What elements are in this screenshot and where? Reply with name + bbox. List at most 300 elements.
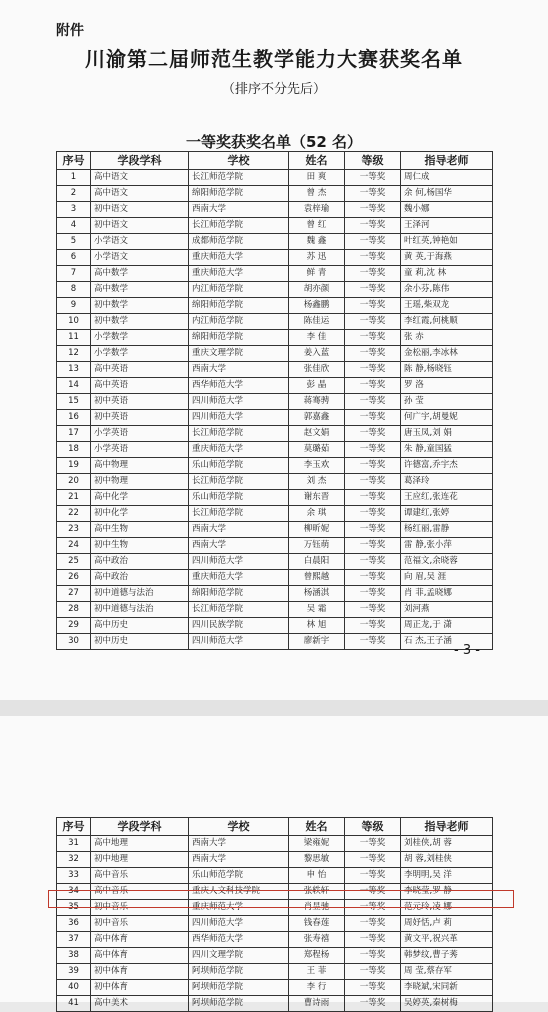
cell-school: 重庆人文科技学院: [189, 884, 289, 900]
table-header-row: [57, 152, 493, 170]
cell-advisor: 黄文平,祝兴革: [401, 932, 493, 948]
cell-index: 35: [57, 900, 91, 916]
cell-subject: 初中地理: [91, 852, 189, 868]
cell-subject: 初中音乐: [91, 900, 189, 916]
cell-level: 一等奖: [345, 884, 401, 900]
cell-name: 万钰萌: [289, 538, 345, 554]
cell-level: 一等奖: [345, 586, 401, 602]
cell-index: 28: [57, 602, 91, 618]
cell-subject: 小学数学: [91, 346, 189, 362]
cell-subject: 高中物理: [91, 458, 189, 474]
cell-school: 长江师范学院: [189, 506, 289, 522]
table-title: 一等奖获奖名单（52 名）: [185, 133, 363, 151]
cell-subject: 小学语文: [91, 234, 189, 250]
cell-advisor: 李晓斌,宋同新: [401, 980, 493, 996]
cell-subject: 初中数学: [91, 314, 189, 330]
cell-name: 彭 晶: [289, 378, 345, 394]
cell-advisor: 何广宇,胡曼妮: [401, 410, 493, 426]
cell-level: 一等奖: [345, 378, 401, 394]
document-subtitle: （排序不分先后）: [221, 82, 326, 97]
cell-level: 一等奖: [345, 980, 401, 996]
header-name: 姓名: [289, 152, 345, 170]
cell-level: 一等奖: [345, 554, 401, 570]
table-row: [57, 458, 493, 474]
cell-index: 13: [57, 362, 91, 378]
cell-index: 9: [57, 298, 91, 314]
cell-subject: 小学数学: [91, 330, 189, 346]
cell-name: 曹诗雨: [289, 996, 345, 1012]
cell-school: 长江师范学院: [189, 602, 289, 618]
cell-level: 一等奖: [345, 868, 401, 884]
cell-level: 一等奖: [345, 996, 401, 1012]
cell-subject: 高中音乐: [91, 884, 189, 900]
table-row: [57, 916, 493, 932]
cell-advisor: 雷 静,张小萍: [401, 538, 493, 554]
highlight-box: [48, 890, 514, 908]
table-row: [57, 218, 493, 234]
cell-index: 36: [57, 916, 91, 932]
cell-level: 一等奖: [345, 170, 401, 186]
cell-level: 一等奖: [345, 522, 401, 538]
table-row: [57, 634, 493, 650]
cell-subject: 高中音乐: [91, 868, 189, 884]
cell-school: 四川师范大学: [189, 916, 289, 932]
cell-subject: 高中数学: [91, 282, 189, 298]
cell-level: 一等奖: [345, 410, 401, 426]
cell-subject: 高中政治: [91, 554, 189, 570]
cell-advisor: 魏小娜: [401, 202, 493, 218]
header-name: 姓名: [289, 818, 345, 836]
cell-index: 11: [57, 330, 91, 346]
cell-advisor: 唐玉凤,刘 娟: [401, 426, 493, 442]
table-row: [57, 362, 493, 378]
cell-level: 一等奖: [345, 218, 401, 234]
cell-school: 四川文理学院: [189, 948, 289, 964]
cell-index: 27: [57, 586, 91, 602]
cell-school: 阿坝师范学院: [189, 980, 289, 996]
cell-advisor: 童 莉,沈 林: [401, 266, 493, 282]
cell-name: 张佳欣: [289, 362, 345, 378]
cell-subject: 高中英语: [91, 362, 189, 378]
cell-advisor: 周 莹,蔡存军: [401, 964, 493, 980]
cell-school: 绵阳师范学院: [189, 186, 289, 202]
cell-school: 西华师范大学: [189, 378, 289, 394]
cell-school: 长江师范学院: [189, 218, 289, 234]
cell-name: 黎思敏: [289, 852, 345, 868]
cell-index: 19: [57, 458, 91, 474]
table-header-row: [57, 818, 493, 836]
cell-school: 重庆文理学院: [189, 346, 289, 362]
cell-index: 21: [57, 490, 91, 506]
cell-advisor: 余小芬,陈伟: [401, 282, 493, 298]
cell-school: 乐山师范学院: [189, 868, 289, 884]
table-row: [57, 250, 493, 266]
cell-advisor: 陈 静,杨晓钰: [401, 362, 493, 378]
cell-advisor: 李晓莹,罗 静: [401, 884, 493, 900]
cell-school: 西华师范大学: [189, 932, 289, 948]
cell-name: 李 行: [289, 980, 345, 996]
cell-index: 2: [57, 186, 91, 202]
cell-name: 田 爽: [289, 170, 345, 186]
cell-subject: 高中地理: [91, 836, 189, 852]
cell-advisor: 孙 莹: [401, 394, 493, 410]
cell-name: 李玉欢: [289, 458, 345, 474]
cell-name: 陈佳运: [289, 314, 345, 330]
cell-advisor: 余 何,杨国华: [401, 186, 493, 202]
cell-school: 绵阳师范学院: [189, 330, 289, 346]
cell-index: 23: [57, 522, 91, 538]
cell-subject: 初中英语: [91, 394, 189, 410]
cell-name: 曾 红: [289, 218, 345, 234]
cell-advisor: 许德富,乔宇杰: [401, 458, 493, 474]
cell-name: 白晨阳: [289, 554, 345, 570]
cell-level: 一等奖: [345, 490, 401, 506]
header-advisor: 指导老师: [401, 818, 493, 836]
cell-level: 一等奖: [345, 916, 401, 932]
cell-index: 3: [57, 202, 91, 218]
cell-index: 7: [57, 266, 91, 282]
cell-subject: 初中化学: [91, 506, 189, 522]
cell-subject: 高中数学: [91, 266, 189, 282]
cell-advisor: 周妤恬,卢 莉: [401, 916, 493, 932]
cell-subject: 初中语文: [91, 202, 189, 218]
cell-school: 四川民族学院: [189, 618, 289, 634]
table-row: [57, 964, 493, 980]
header-index: 序号: [57, 818, 91, 836]
table-row: [57, 490, 493, 506]
cell-school: 长江师范学院: [189, 474, 289, 490]
cell-index: 39: [57, 964, 91, 980]
cell-index: 18: [57, 442, 91, 458]
cell-level: 一等奖: [345, 852, 401, 868]
cell-index: 41: [57, 996, 91, 1012]
cell-name: 梁雍妮: [289, 836, 345, 852]
header-school: 学校: [189, 152, 289, 170]
cell-level: 一等奖: [345, 442, 401, 458]
cell-school: 长江师范学院: [189, 170, 289, 186]
table-row: [57, 346, 493, 362]
cell-name: 赵文娟: [289, 426, 345, 442]
cell-name: 魏 鑫: [289, 234, 345, 250]
cell-subject: 高中英语: [91, 378, 189, 394]
cell-school: 内江师范学院: [189, 314, 289, 330]
cell-school: 重庆师范大学: [189, 442, 289, 458]
cell-level: 一等奖: [345, 964, 401, 980]
cell-level: 一等奖: [345, 234, 401, 250]
cell-name: 林 旭: [289, 618, 345, 634]
cell-advisor: 刘桂侠,胡 蓉: [401, 836, 493, 852]
cell-name: 鲜 青: [289, 266, 345, 282]
cell-advisor: 金松丽,李冰林: [401, 346, 493, 362]
cell-level: 一等奖: [345, 602, 401, 618]
table-row: [57, 836, 493, 852]
cell-subject: 初中物理: [91, 474, 189, 490]
cell-subject: 小学语文: [91, 250, 189, 266]
cell-index: 30: [57, 634, 91, 650]
cell-name: 张寿禧: [289, 932, 345, 948]
cell-index: 1: [57, 170, 91, 186]
cell-advisor: 黄 英,于海燕: [401, 250, 493, 266]
header-school: 学校: [189, 818, 289, 836]
cell-level: 一等奖: [345, 282, 401, 298]
cell-index: 37: [57, 932, 91, 948]
cell-index: 8: [57, 282, 91, 298]
cell-subject: 小学英语: [91, 426, 189, 442]
header-level: 等级: [345, 818, 401, 836]
cell-school: 西南大学: [189, 362, 289, 378]
cell-advisor: 范福文,余晓蓉: [401, 554, 493, 570]
attachment-label: 附件: [56, 23, 84, 39]
cell-school: 阿坝师范学院: [189, 996, 289, 1012]
cell-advisor: 向 眉,吴 涯: [401, 570, 493, 586]
table-row: [57, 586, 493, 602]
cell-index: 17: [57, 426, 91, 442]
cell-school: 西南大学: [189, 202, 289, 218]
award-table-page-1: [56, 151, 493, 650]
cell-advisor: 王泽河: [401, 218, 493, 234]
table-row: [57, 570, 493, 586]
cell-level: 一等奖: [345, 298, 401, 314]
cell-school: 乐山师范学院: [189, 458, 289, 474]
table-row: [57, 378, 493, 394]
cell-level: 一等奖: [345, 506, 401, 522]
cell-school: 阿坝师范学院: [189, 964, 289, 980]
cell-index: 29: [57, 618, 91, 634]
cell-school: 长江师范学院: [189, 426, 289, 442]
cell-index: 24: [57, 538, 91, 554]
cell-advisor: 周正龙,于 潇: [401, 618, 493, 634]
cell-advisor: 肖 菲,孟晓娜: [401, 586, 493, 602]
table-row: [57, 170, 493, 186]
cell-school: 四川师范大学: [189, 634, 289, 650]
table-row: [57, 980, 493, 996]
cell-name: 杨涵淇: [289, 586, 345, 602]
header-subject: 学段学科: [91, 818, 189, 836]
cell-advisor: 葛泽玲: [401, 474, 493, 490]
cell-name: 杨鑫鹏: [289, 298, 345, 314]
cell-subject: 高中语文: [91, 186, 189, 202]
page-gap: [0, 700, 548, 716]
table-row: [57, 186, 493, 202]
cell-name: 李 佳: [289, 330, 345, 346]
table-row: [57, 506, 493, 522]
table-row: [57, 314, 493, 330]
cell-name: 廖新宇: [289, 634, 345, 650]
cell-school: 西南大学: [189, 836, 289, 852]
cell-advisor: 李红霞,何桃顺: [401, 314, 493, 330]
cell-advisor: 朱 静,童国猛: [401, 442, 493, 458]
cell-school: 西南大学: [189, 852, 289, 868]
document-title: 川渝第二届师范生教学能力大赛获奖名单: [85, 47, 463, 71]
table-row: [57, 410, 493, 426]
cell-school: 成都师范学院: [189, 234, 289, 250]
cell-level: 一等奖: [345, 394, 401, 410]
cell-advisor: 胡 蓉,刘桂侠: [401, 852, 493, 868]
page-number: - 3 -: [454, 643, 480, 658]
cell-school: 四川师范大学: [189, 554, 289, 570]
header-index: 序号: [57, 152, 91, 170]
header-subject: 学段学科: [91, 152, 189, 170]
cell-subject: 初中历史: [91, 634, 189, 650]
cell-school: 内江师范学院: [189, 282, 289, 298]
cell-school: 乐山师范学院: [189, 490, 289, 506]
cell-subject: 小学英语: [91, 442, 189, 458]
cell-name: 申 怡: [289, 868, 345, 884]
cell-level: 一等奖: [345, 932, 401, 948]
cell-subject: 高中美术: [91, 996, 189, 1012]
cell-index: 33: [57, 868, 91, 884]
cell-name: 蒋骞骋: [289, 394, 345, 410]
cell-advisor: 李明明,吴 洋: [401, 868, 493, 884]
table-row: [57, 602, 493, 618]
cell-school: 重庆师范大学: [189, 266, 289, 282]
table-row: [57, 948, 493, 964]
cell-level: 一等奖: [345, 186, 401, 202]
table-row: [57, 522, 493, 538]
cell-index: 20: [57, 474, 91, 490]
cell-subject: 初中道德与法治: [91, 586, 189, 602]
cell-name: 刘 杰: [289, 474, 345, 490]
cell-index: 31: [57, 836, 91, 852]
cell-name: 曾 杰: [289, 186, 345, 202]
table-row: [57, 442, 493, 458]
cell-level: 一等奖: [345, 426, 401, 442]
cell-name: 莫璐茹: [289, 442, 345, 458]
cell-name: 郭嘉鑫: [289, 410, 345, 426]
cell-level: 一等奖: [345, 362, 401, 378]
cell-name: 胡亦颜: [289, 282, 345, 298]
table-row: [57, 426, 493, 442]
table-row: [57, 868, 493, 884]
cell-level: 一等奖: [345, 250, 401, 266]
cell-school: 重庆师范大学: [189, 570, 289, 586]
table-row: [57, 266, 493, 282]
cell-advisor: 叶红英,钟艳如: [401, 234, 493, 250]
cell-index: 14: [57, 378, 91, 394]
table-row: [57, 996, 493, 1012]
table-row: [57, 298, 493, 314]
cell-subject: 初中音乐: [91, 916, 189, 932]
cell-level: 一等奖: [345, 314, 401, 330]
cell-index: 25: [57, 554, 91, 570]
cell-index: 12: [57, 346, 91, 362]
cell-subject: 高中生物: [91, 522, 189, 538]
cell-index: 16: [57, 410, 91, 426]
cell-name: 吴 霜: [289, 602, 345, 618]
cell-school: 绵阳师范学院: [189, 298, 289, 314]
cell-index: 4: [57, 218, 91, 234]
cell-advisor: 罗 洛: [401, 378, 493, 394]
cell-advisor: 韩梦纹,曹子莠: [401, 948, 493, 964]
cell-advisor: 张 赤: [401, 330, 493, 346]
cell-name: 肖昱驰: [289, 900, 345, 916]
cell-name: 袁梓瑜: [289, 202, 345, 218]
cell-level: 一等奖: [345, 634, 401, 650]
cell-subject: 高中化学: [91, 490, 189, 506]
cell-school: 西南大学: [189, 538, 289, 554]
cell-subject: 初中英语: [91, 410, 189, 426]
cell-subject: 初中体育: [91, 964, 189, 980]
cell-index: 40: [57, 980, 91, 996]
cell-index: 32: [57, 852, 91, 868]
cell-advisor: 王应红,张连花: [401, 490, 493, 506]
cell-school: 四川师范大学: [189, 410, 289, 426]
cell-subject: 高中体育: [91, 948, 189, 964]
cell-level: 一等奖: [345, 836, 401, 852]
cell-name: 王 菲: [289, 964, 345, 980]
cell-name: 曾熙越: [289, 570, 345, 586]
cell-subject: 高中体育: [91, 932, 189, 948]
cell-level: 一等奖: [345, 538, 401, 554]
award-table-page-2: [56, 817, 493, 1012]
cell-school: 四川师范大学: [189, 394, 289, 410]
table-row: [57, 234, 493, 250]
cell-school: 西南大学: [189, 522, 289, 538]
table-row: [57, 394, 493, 410]
table-row: [57, 474, 493, 490]
cell-name: 柳昕妮: [289, 522, 345, 538]
cell-name: 苏 迅: [289, 250, 345, 266]
cell-index: 15: [57, 394, 91, 410]
cell-advisor: 周仁成: [401, 170, 493, 186]
cell-level: 一等奖: [345, 458, 401, 474]
table-row: [57, 202, 493, 218]
cell-advisor: 范元玲,凌 娜: [401, 900, 493, 916]
cell-name: 姜入蓝: [289, 346, 345, 362]
cell-subject: 初中生物: [91, 538, 189, 554]
cell-subject: 高中语文: [91, 170, 189, 186]
cell-subject: 初中语文: [91, 218, 189, 234]
cell-index: 22: [57, 506, 91, 522]
document-page-2: [0, 716, 548, 1008]
table-row: [57, 554, 493, 570]
cell-level: 一等奖: [345, 346, 401, 362]
cell-subject: 初中数学: [91, 298, 189, 314]
cell-advisor: 谭建红,张婷: [401, 506, 493, 522]
cell-index: 6: [57, 250, 91, 266]
cell-level: 一等奖: [345, 266, 401, 282]
cell-level: 一等奖: [345, 948, 401, 964]
table-row: [57, 852, 493, 868]
cell-level: 一等奖: [345, 330, 401, 346]
cell-subject: 初中体育: [91, 980, 189, 996]
cell-level: 一等奖: [345, 618, 401, 634]
cell-level: 一等奖: [345, 570, 401, 586]
cell-name: 钱春莲: [289, 916, 345, 932]
cell-subject: 高中历史: [91, 618, 189, 634]
cell-level: 一等奖: [345, 900, 401, 916]
header-advisor: 指导老师: [401, 152, 493, 170]
cell-name: 张轶轩: [289, 884, 345, 900]
cell-name: 谢东晋: [289, 490, 345, 506]
cell-index: 26: [57, 570, 91, 586]
cell-advisor: 石 杰,王子涵: [401, 634, 493, 650]
cell-level: 一等奖: [345, 474, 401, 490]
cell-school: 重庆师范大学: [189, 900, 289, 916]
cell-subject: 高中政治: [91, 570, 189, 586]
cell-school: 重庆师范大学: [189, 250, 289, 266]
cell-name: 郑程杨: [289, 948, 345, 964]
table-row: [57, 330, 493, 346]
cell-index: 5: [57, 234, 91, 250]
table-row: [57, 932, 493, 948]
cell-school: 绵阳师范学院: [189, 586, 289, 602]
cell-advisor: 王瑶,柴双龙: [401, 298, 493, 314]
cell-index: 10: [57, 314, 91, 330]
cell-index: 34: [57, 884, 91, 900]
table-row: [57, 282, 493, 298]
table-row: [57, 618, 493, 634]
